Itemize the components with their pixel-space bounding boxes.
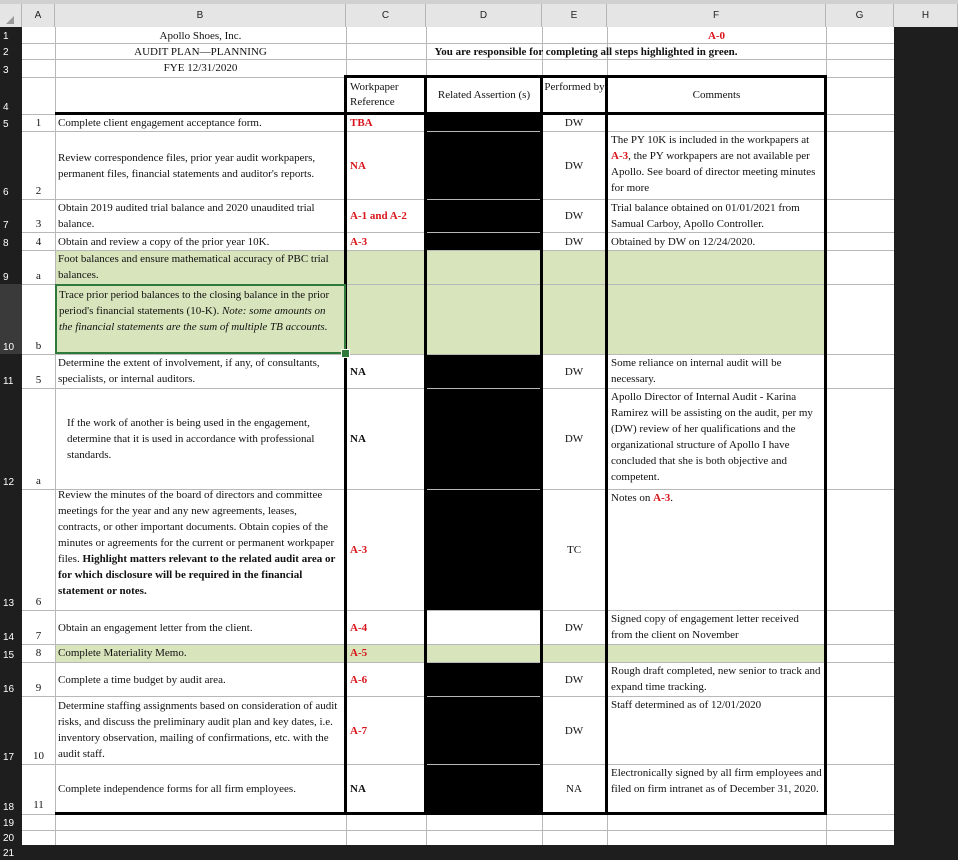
performed-by: DW: [564, 673, 584, 686]
step-number: 1: [35, 117, 42, 129]
performed-by: DW: [564, 724, 584, 737]
row-header[interactable]: 6: [0, 131, 22, 199]
fiscal-year-end: FYE 12/31/2020: [163, 62, 238, 74]
step-number: 9: [35, 682, 42, 694]
step-description: Obtain an engagement letter from the client.: [58, 621, 253, 634]
row-header[interactable]: 1: [0, 27, 22, 43]
header-performed-by: Performed by: [544, 81, 605, 93]
step-number: 8: [35, 647, 42, 659]
row-header[interactable]: 12: [0, 388, 22, 489]
workpaper-reference: TBA: [350, 117, 373, 129]
step-number: 11: [33, 799, 44, 811]
col-header-f[interactable]: F: [607, 4, 826, 27]
instruction-text: You are responsible for completing all steps highlighted in green.: [434, 46, 738, 58]
row-header[interactable]: 19: [0, 814, 22, 830]
workpaper-reference: NA: [350, 782, 366, 795]
row-header[interactable]: 4: [0, 77, 22, 114]
performed-by: DW: [564, 433, 584, 445]
outside-print-area: [22, 845, 894, 860]
blacked-out-cells: [426, 662, 542, 814]
outside-print-area: [894, 27, 958, 860]
workpaper-reference: A-5: [350, 647, 368, 659]
row-header[interactable]: 5: [0, 114, 22, 131]
table-border: [424, 75, 427, 815]
workpaper-reference: A-3: [350, 236, 368, 248]
company-name: Apollo Shoes, Inc.: [159, 30, 242, 42]
row-header[interactable]: 18: [0, 764, 22, 814]
step-description: Review correspondence files, prior year audit workpapers, permanent files, financial statements and auditor's reports.: [58, 151, 316, 180]
step-number: a: [36, 270, 41, 282]
step-number: 2: [35, 185, 42, 197]
col-header-h[interactable]: H: [894, 4, 958, 27]
row-header[interactable]: 11: [0, 354, 22, 388]
step-description: Determine the extent of involvement, if any, of consultants, specialists, or internal auditors.: [58, 357, 320, 385]
step-description[interactable]: Foot balances and ensure mathematical accuracy of PBC trial balances.: [58, 253, 329, 281]
step-number: 6: [35, 596, 42, 608]
table-bottom-border: [55, 812, 827, 815]
header-workpaper-reference: Workpaper Reference: [350, 81, 399, 108]
workpaper-reference: A-1 and A-2: [350, 210, 407, 222]
row-header[interactable]: 20: [0, 830, 22, 845]
step-comment: The PY 10K is included in the workpapers at A-3, the PY workpapers are not available per Apollo. See board of director meeting minutes for more: [611, 134, 816, 194]
step-description[interactable]: Complete Materiality Memo.: [58, 647, 187, 659]
step-description: Obtain 2019 audited trial balance and 2020 unaudited trial balance.: [58, 202, 315, 230]
workpaper-reference: A-3: [350, 544, 368, 556]
step-description: Complete independence forms for all firm employees.: [58, 782, 296, 795]
row-header[interactable]: 8: [0, 232, 22, 250]
performed-by: DW: [564, 621, 584, 634]
step-comment: Electronically signed by all firm employees and filed on firm intranet as of December 31, 2020.: [611, 767, 822, 795]
workpaper-reference: A-7: [350, 724, 368, 737]
step-number: a: [36, 475, 41, 487]
col-header-e[interactable]: E: [542, 4, 607, 27]
step-comment: Staff determined as of 12/01/2020: [611, 699, 762, 711]
row-header[interactable]: 9: [0, 250, 22, 284]
row-header-selected[interactable]: 10: [0, 284, 22, 354]
col-header-g[interactable]: G: [826, 4, 894, 27]
step-comment: Signed copy of engagement letter received from the client on November: [611, 613, 799, 641]
workpaper-reference: NA: [350, 365, 366, 378]
step-comment: Rough draft completed, new senior to track and expand time tracking.: [611, 665, 821, 693]
performed-by: DW: [564, 236, 584, 248]
step-number: b: [35, 340, 42, 352]
workpaper-reference: A-4: [350, 621, 368, 634]
header-comments: Comments: [692, 89, 741, 101]
workpaper-ref-a0: A-0: [707, 30, 726, 42]
select-all-corner[interactable]: [0, 4, 22, 27]
row-header[interactable]: 17: [0, 696, 22, 764]
step-number: 7: [35, 630, 42, 642]
row-header[interactable]: 16: [0, 662, 22, 696]
row-header[interactable]: 13: [0, 489, 22, 610]
performed-by: DW: [564, 210, 584, 222]
blacked-out-cells: [426, 354, 542, 610]
step-number: 3: [35, 218, 42, 230]
row-header[interactable]: 21: [0, 845, 22, 860]
workpaper-reference: NA: [350, 433, 366, 445]
step-comment: Apollo Director of Internal Audit - Karina Ramirez will be assisting on the audit, per my (DW) review of her qualifications and the organizational structure of Apollo I have concluded that she is both objective and competent.: [611, 391, 813, 483]
row-header[interactable]: 15: [0, 644, 22, 662]
step-comment: Trial balance obtained on 01/01/2021 from Samual Carboy, Apollo Controller.: [611, 202, 800, 230]
select-all-icon: [6, 16, 14, 24]
performed-by: DW: [564, 159, 584, 172]
blacked-out-cells: [426, 114, 542, 250]
performed-by: TC: [566, 544, 582, 556]
col-header-a[interactable]: A: [22, 4, 55, 27]
row-header[interactable]: 7: [0, 199, 22, 232]
workpaper-reference: NA: [350, 159, 366, 172]
step-description[interactable]: Trace prior period balances to the closing balance in the prior period's financial statements (10-K). Note: some amounts on the financial statements are the sum of multiple TB accounts.: [59, 289, 330, 333]
col-header-c[interactable]: C: [346, 4, 426, 27]
workpaper-reference: A-6: [350, 673, 368, 686]
row-header[interactable]: 14: [0, 610, 22, 644]
step-comment: Some reliance on internal audit will be necessary.: [611, 357, 782, 385]
step-description: Determine staffing assignments based on consideration of audit risks, and discuss the preliminary audit plan and key dates, i.e. inventory observation, mailing of confirmations, etc. with the audit staff.: [58, 700, 338, 760]
step-description: Complete a time budget by audit area.: [58, 673, 226, 686]
col-header-d[interactable]: D: [426, 4, 542, 27]
step-description: Review the minutes of the board of directors and committee meetings for the year and any new agreements, leases, contracts, or other important documents. Obtain copies of the minutes or agreements for the current or permanent workpaper files. Highlight matters relevant to the related audit area or for which disclosure will be required in the financial statement or notes.: [58, 489, 336, 597]
col-header-b[interactable]: B: [55, 4, 346, 27]
performed-by: DW: [564, 365, 584, 378]
step-comment: Obtained by DW on 12/24/2020.: [611, 236, 756, 248]
performed-by: NA: [566, 782, 582, 795]
performed-by: DW: [564, 117, 584, 129]
step-comment: Notes on A-3.: [611, 492, 674, 504]
row-header[interactable]: 2: [0, 43, 22, 59]
row-header[interactable]: 3: [0, 59, 22, 77]
header-related-assertion: Related Assertion (s): [437, 89, 531, 101]
step-description: Obtain and review a copy of the prior year 10K.: [58, 236, 270, 248]
step-description: If the work of another is being used in the engagement, determine that it is used in accordance with professional standards.: [67, 417, 315, 461]
step-number: 10: [33, 750, 44, 762]
step-description: Complete client engagement acceptance form.: [58, 117, 262, 129]
step-number: 4: [35, 236, 42, 248]
audit-plan-title: AUDIT PLAN—PLANNING: [134, 46, 267, 58]
step-number: 5: [35, 374, 42, 386]
